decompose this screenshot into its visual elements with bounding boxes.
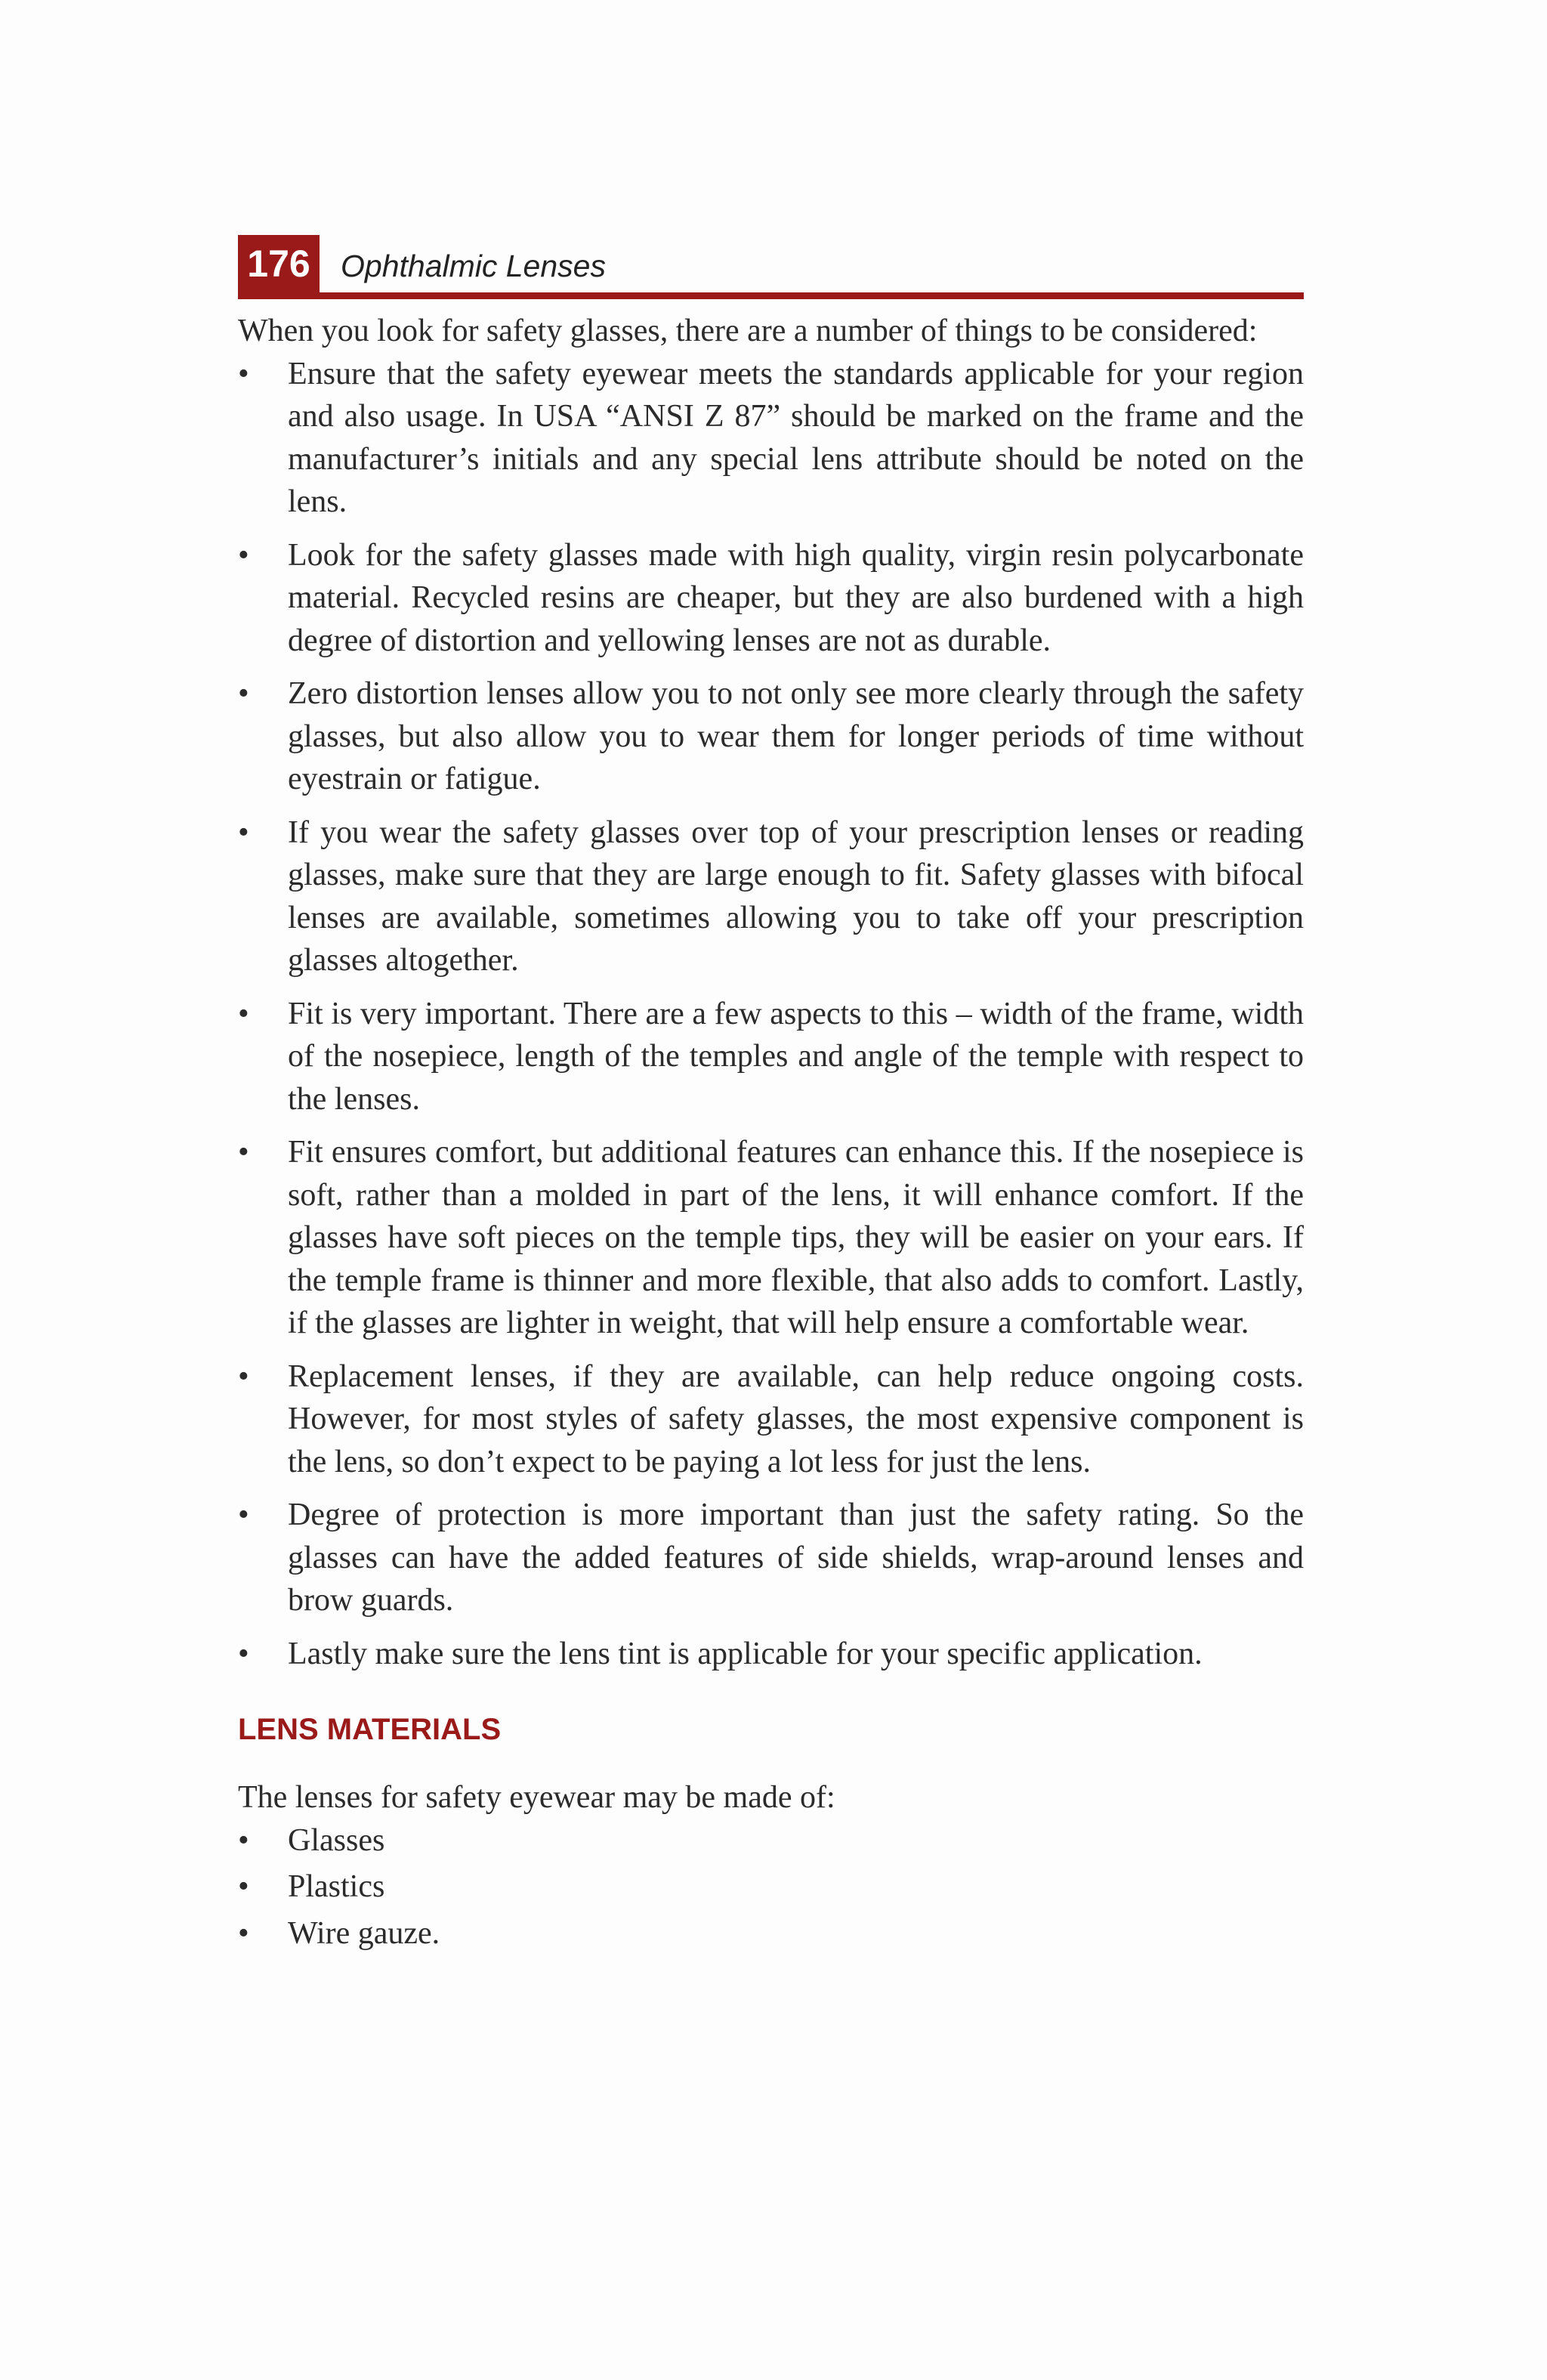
list-item-text: Degree of protection is more important than just the safety rating. So the glasses can have the added features of side shields, wrap-around lenses and brow guards.: [288, 1498, 1304, 1618]
bullet-icon: •: [238, 1636, 249, 1671]
list-item: [238, 1912, 1304, 1955]
list-item: [238, 353, 1304, 524]
page-header: [238, 235, 1304, 299]
list-item: [238, 1819, 1304, 1862]
list-item: [238, 811, 1304, 982]
running-title: Ophthalmic Lenses: [341, 249, 606, 283]
list-item: [238, 993, 1304, 1121]
materials-intro: The lenses for safety eyewear may be made of:: [238, 1780, 835, 1815]
list-item: [238, 1355, 1304, 1484]
bullet-icon: •: [238, 1822, 249, 1858]
bullet-icon: •: [238, 537, 249, 573]
considerations-list: [238, 353, 1304, 1676]
list-item-text: Zero distortion lenses allow you to not only see more clearly through the safety glasses, but also allow you to wear them for longer periods of time without eyestrain or fatigue.: [288, 676, 1304, 796]
bullet-icon: •: [238, 1869, 249, 1904]
materials-list: [238, 1819, 1304, 1955]
list-item: [238, 672, 1304, 801]
list-item: [238, 1494, 1304, 1622]
bullet-icon: •: [238, 1135, 249, 1170]
list-item: [238, 1131, 1304, 1345]
list-item-text: Lastly make sure the lens tint is applicable for your specific application.: [288, 1636, 1203, 1671]
list-item: [238, 1633, 1304, 1676]
page-number: 176: [238, 235, 320, 292]
list-item-text: Fit ensures comfort, but additional features can enhance this. If the nosepiece is soft, rather than a molded in part of the lens, it will enhance comfort. If the glasses have soft pieces on the temple tips, they will be easier on your ears. If the temple frame is thinner and more flexible, that also adds to comfort. Lastly, if the glasses are lighter in weight, that will help ensure a comfortable wear.: [288, 1135, 1304, 1340]
list-item-text: If you wear the safety glasses over top of your prescription lenses or reading glasses, make sure that they are large enough to fit. Safety glasses with bifocal lenses are available, sometimes allowing you to take off your prescription glasses altogether.: [288, 814, 1304, 978]
bullet-icon: •: [238, 676, 249, 711]
list-item: [238, 1865, 1304, 1909]
bullet-icon: •: [238, 1498, 249, 1532]
bullet-icon: •: [238, 1358, 249, 1394]
list-item-text: Wire gauze.: [288, 1915, 440, 1951]
list-item: [238, 534, 1304, 663]
section-heading: LENS MATERIALS: [238, 1713, 502, 1746]
intro-paragraph: When you look for safety glasses, there are a number of things to be considered:: [238, 314, 1258, 348]
list-item-text: Plastics: [288, 1869, 385, 1904]
bullet-icon: •: [238, 814, 249, 850]
bullet-icon: •: [238, 996, 249, 1031]
list-item-text: Look for the safety glasses made with high quality, virgin resin polycarbonate material. Recycled resins are cheaper, but they are also burdened with a high degree of distortion and yellowing lenses are not as durable.: [288, 537, 1304, 658]
bullet-icon: •: [238, 356, 249, 391]
list-item-text: Fit is very important. There are a few aspects to this – width of the frame, width of the nosepiece, length of the temples and angle of the temple with respect to the lenses.: [288, 996, 1304, 1117]
list-item-text: Glasses: [288, 1822, 385, 1858]
bullet-icon: •: [238, 1915, 249, 1951]
list-item-text: Ensure that the safety eyewear meets the standards applicable for your region and also usage. In USA “ANSI Z 87” should be marked on the frame and the manufacturer’s initials and any special lens attribute should be noted on the lens.: [288, 356, 1304, 519]
list-item-text: Replacement lenses, if they are available, can help reduce ongoing costs. However, for most styles of safety glasses, the most expensive component is the lens, so don’t expect to be paying a lot less for just the lens.: [288, 1358, 1304, 1479]
page-content: [238, 310, 1304, 1958]
